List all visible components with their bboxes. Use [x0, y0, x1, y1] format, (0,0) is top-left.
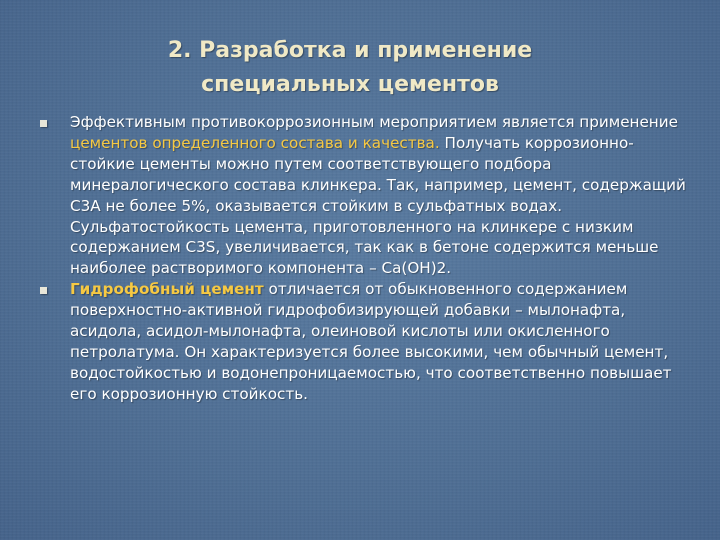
bullet-text-hydrophobic: отличается от обыкновенного содержанием поверхностно-активной гидрофобизирующей добавки – мылонафта, асидола, асидол-мылонафта, олеиновой кислоты или окисленного петролатума. Он характеризуется более высокими, чем обычный цемент, водостойкостью и водонепроницаемостью, что соответственно повышает его коррозионную стойкость.: [70, 280, 672, 403]
slide-title: [0, 34, 700, 102]
square-bullet-icon: [40, 287, 47, 294]
bullet-highlight-hydrophobic: Гидрофобный цемент: [70, 280, 264, 299]
bullet-item-cements: [38, 112, 698, 279]
bullet-text-intro: Эффективным противокоррозионным мероприятием является применение: [70, 113, 678, 131]
bullet-list: [38, 112, 698, 405]
square-bullet-icon: [40, 120, 47, 127]
bullet-text-body: Получать коррозионно-стойкие цементы можно путем соответствующего подбора минералогического состава клинкера. Так, например, цемент, содержащий С3А не более 5%, оказывается стойким в сульфатных водах. Сульфатостойкость цемента, приготовленного на клинкере с низким содержанием С3S, увеличивается, так как в бетоне содержится меньше наиболее растворимого компонента – Са(ОН)2.: [70, 133, 686, 278]
slide-title-line-2: специальных цементов: [201, 72, 499, 97]
bullet-highlight-cements: цементов определенного состава и качества.: [70, 133, 440, 152]
slide-title-line-1: 2. Разработка и применение: [167, 38, 533, 63]
bullet-item-hydrophobic: [38, 279, 698, 404]
